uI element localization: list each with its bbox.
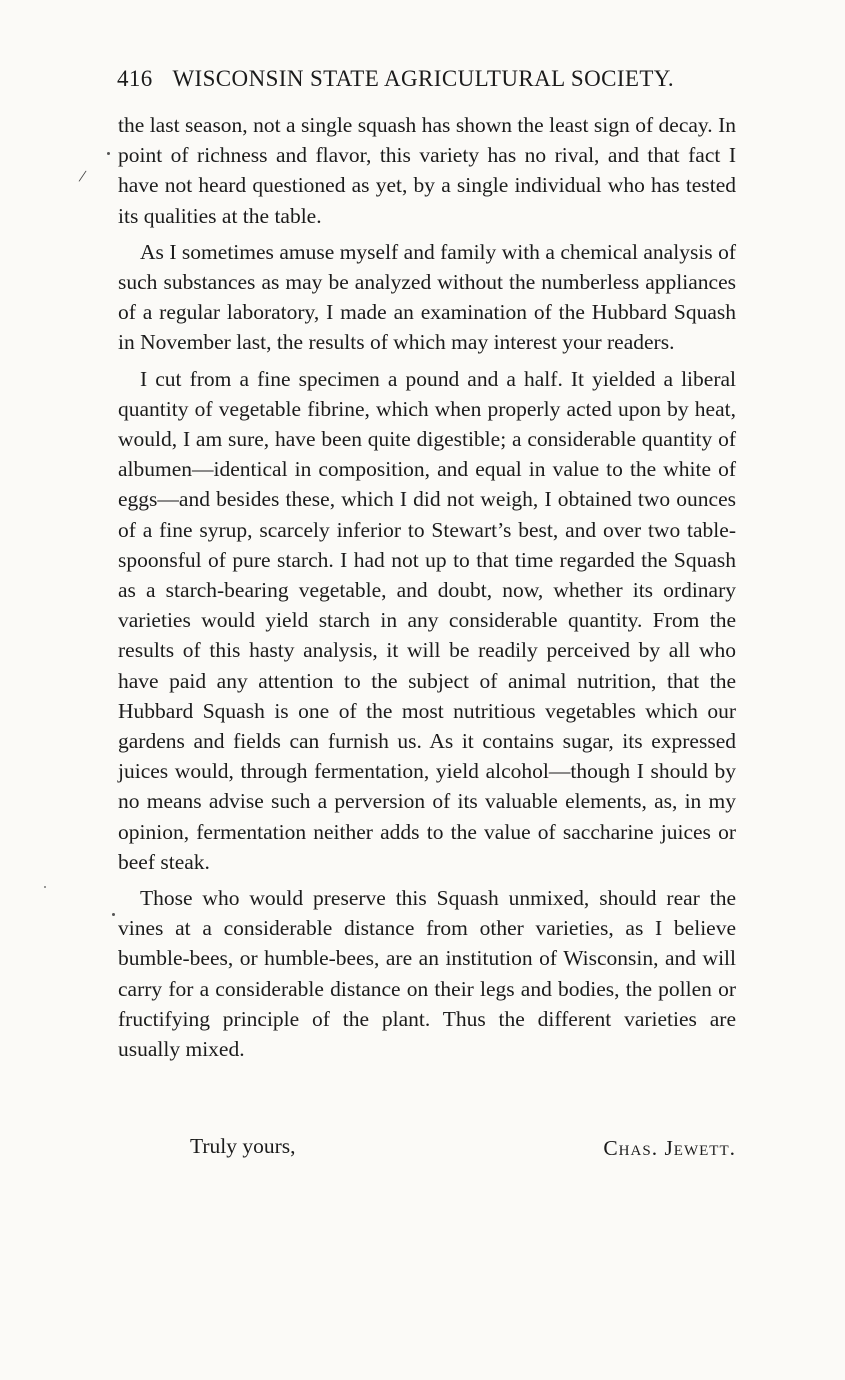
letter-closing <box>118 1134 736 1166</box>
paragraph-chemical-analysis: As I sometimes amuse myself and family with a chemical analysis of such substances as may be analyzed without the numberless appliances of a regular laboratory, I made an examination of the Hubbard Squash in November last, the results of which may interest your readers. <box>118 239 736 355</box>
pencil-mark-icon: / <box>77 165 88 187</box>
running-head <box>117 66 737 92</box>
body-text <box>118 110 736 1070</box>
paragraph-preservation: Those who would preserve this Squash unmixed, should rear the vines at a considerable distance from other varieties, as I believe bumble-bees, or humble-bees, are an institution of Wisconsin, and will carry for a considerable distance on their legs and bodies, the pollen or fructifying principle of the plant. Thus the different varieties are usually mixed. <box>118 886 736 1062</box>
page-number: 416 <box>117 66 153 91</box>
ink-speck <box>107 152 110 155</box>
ink-speck <box>112 913 115 916</box>
paragraph-continuation: the last season, not a single squash has shown the least sign of decay. In point of richness and flavor, this variety has no rival, and that fact I have not heard questioned as yet, by a single individual who has tested its qualities at the table. <box>118 113 736 228</box>
valediction: Truly yours, <box>190 1134 296 1158</box>
paragraph-specimen-results: I cut from a fine specimen a pound and a half. It yielded a liberal quantity of vegetable fibrine, which when properly acted upon by heat, would, I am sure, have been quite digestible; a considerable quantity of albumen—identical in composition, and equal in value to the white of eggs—and besides these, which I did not weigh, I obtained two ounces of a fine syrup, scarcely inferior to Stewart’s best, and over two tablespoonsful of pure starch. I had not up to that time regarded the Squash as a starch-bearing vegetable, and doubt, now, whether its ordinary varieties would yield starch in any considerable quantity. From the results of this hasty analysis, it will be readily perceived by all who have paid any attention to the subject of animal nutrition, that the Hubbard Squash is one of the most nutritious vegetables which our gardens and fields can furnish us. As it contains sugar, its expressed juices would, through fermentation, yield alcohol—though I should by no means advise such a perversion of its valuable elements, as, in my opinion, fermentation neither adds to the value of saccharine juices or beef steak. <box>118 366 736 874</box>
signature: Chas. Jewett. <box>603 1136 736 1160</box>
ink-speck <box>44 886 46 888</box>
running-head-title: WISCONSIN STATE AGRICULTURAL SOCIETY. <box>172 66 674 91</box>
